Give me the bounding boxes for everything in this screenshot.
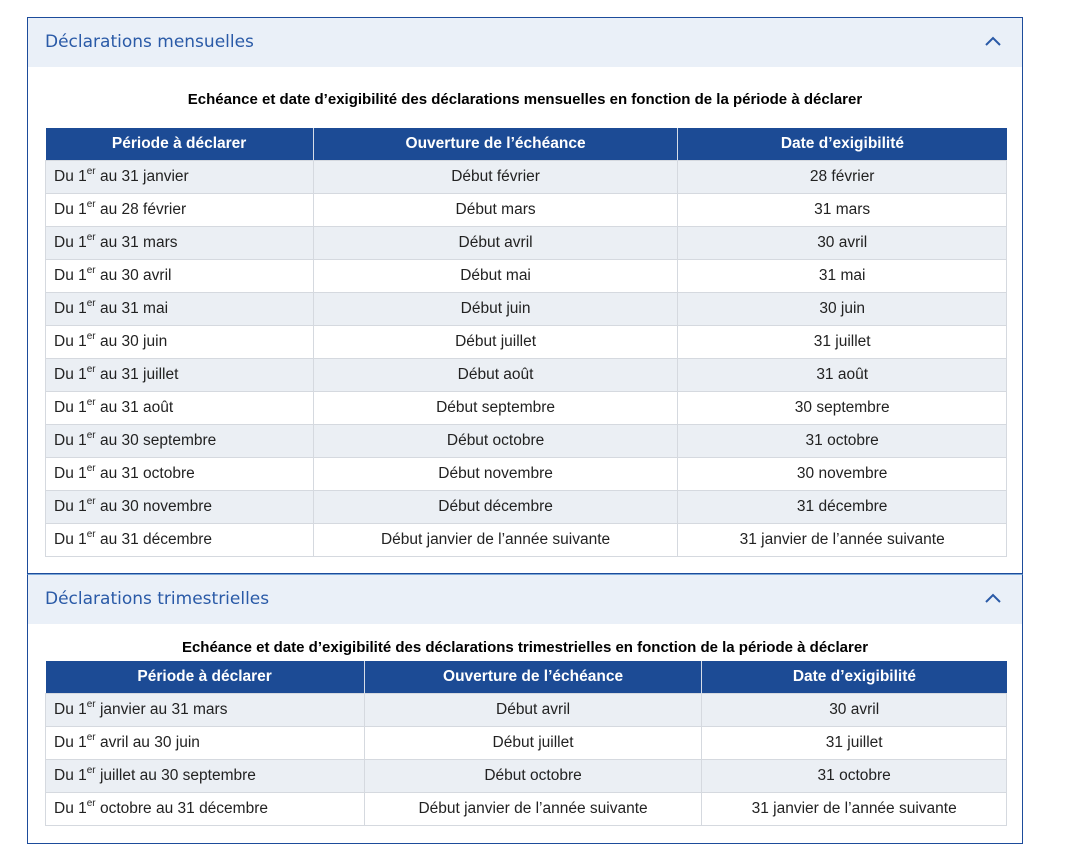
period-cell [46, 392, 314, 425]
table-row [46, 161, 1007, 194]
period-cell [46, 524, 314, 557]
period-prefix: Du 1 [54, 767, 87, 784]
period-suffix: au 31 décembre [95, 531, 212, 548]
period-cell [46, 491, 314, 524]
due-date-cell: 31 janvier de l’année suivante [702, 793, 1007, 826]
period-prefix: Du 1 [54, 432, 87, 449]
due-date-cell: 31 mai [678, 260, 1007, 293]
ordinal-suffix: er [86, 528, 96, 540]
opening-cell: Début juin [313, 293, 678, 326]
due-date-cell: 31 janvier de l’année suivante [678, 524, 1007, 557]
opening-cell: Début avril [364, 694, 702, 727]
period-suffix: janvier au 31 mars [95, 701, 228, 718]
due-date-cell: 31 octobre [702, 760, 1007, 793]
due-date-cell: 28 février [678, 161, 1007, 194]
quarterly-accordion [27, 574, 1023, 844]
ordinal-suffix: er [86, 396, 96, 408]
monthly-table [45, 128, 1007, 557]
column-header: Date d’exigibilité [702, 661, 1007, 694]
opening-cell: Début octobre [313, 425, 678, 458]
table-row [46, 793, 1007, 826]
quarterly-section-title: Déclarations trimestrielles [45, 589, 270, 609]
period-cell [46, 694, 365, 727]
period-cell [46, 161, 314, 194]
due-date-cell: 31 août [678, 359, 1007, 392]
table-row [46, 194, 1007, 227]
due-date-cell: 31 juillet [678, 326, 1007, 359]
period-prefix: Du 1 [54, 168, 87, 185]
ordinal-suffix: er [86, 698, 96, 710]
period-prefix: Du 1 [54, 701, 87, 718]
ordinal-suffix: er [86, 363, 96, 375]
period-suffix: au 28 février [95, 201, 187, 218]
period-cell [46, 425, 314, 458]
period-cell [46, 293, 314, 326]
table-row [46, 727, 1007, 760]
opening-cell: Début janvier de l’année suivante [364, 793, 702, 826]
column-header: Ouverture de l’échéance [313, 128, 678, 161]
period-cell [46, 760, 365, 793]
ordinal-suffix: er [86, 264, 96, 276]
ordinal-suffix: er [86, 764, 96, 776]
table-row [46, 425, 1007, 458]
monthly-accordion [27, 17, 1023, 574]
opening-cell: Début décembre [313, 491, 678, 524]
period-prefix: Du 1 [54, 333, 87, 350]
period-suffix: au 30 juin [95, 333, 168, 350]
period-suffix: au 31 juillet [95, 366, 179, 383]
opening-cell: Début septembre [313, 392, 678, 425]
ordinal-suffix: er [86, 731, 96, 743]
opening-cell: Début août [313, 359, 678, 392]
chevron-up-icon[interactable] [984, 591, 1002, 605]
quarterly-accordion-header[interactable] [28, 575, 1022, 624]
table-row [46, 227, 1007, 260]
due-date-cell: 31 juillet [702, 727, 1007, 760]
period-suffix: au 31 janvier [95, 168, 189, 185]
period-suffix: au 30 avril [95, 267, 172, 284]
table-row [46, 260, 1007, 293]
ordinal-suffix: er [86, 797, 96, 809]
ordinal-suffix: er [86, 297, 96, 309]
chevron-up-icon[interactable] [984, 34, 1002, 48]
due-date-cell: 30 novembre [678, 458, 1007, 491]
period-prefix: Du 1 [54, 498, 87, 515]
table-header-row [46, 661, 1007, 694]
period-prefix: Du 1 [54, 366, 87, 383]
period-cell [46, 727, 365, 760]
ordinal-suffix: er [86, 231, 96, 243]
ordinal-suffix: er [86, 165, 96, 177]
opening-cell: Début février [313, 161, 678, 194]
period-suffix: au 31 octobre [95, 465, 195, 482]
table-row [46, 326, 1007, 359]
table-row [46, 458, 1007, 491]
monthly-accordion-header[interactable] [28, 18, 1022, 67]
monthly-section-title: Déclarations mensuelles [45, 32, 254, 52]
ordinal-suffix: er [86, 495, 96, 507]
period-cell [46, 359, 314, 392]
quarterly-table [45, 661, 1007, 826]
period-cell [46, 194, 314, 227]
period-suffix: au 31 août [95, 399, 174, 416]
opening-cell: Début juillet [364, 727, 702, 760]
period-prefix: Du 1 [54, 234, 87, 251]
period-prefix: Du 1 [54, 800, 87, 817]
table-row [46, 359, 1007, 392]
period-cell [46, 260, 314, 293]
period-suffix: au 31 mai [95, 300, 169, 317]
period-cell [46, 227, 314, 260]
period-suffix: au 31 mars [95, 234, 178, 251]
table-row [46, 524, 1007, 557]
period-suffix: avril au 30 juin [95, 734, 200, 751]
period-cell [46, 458, 314, 491]
period-prefix: Du 1 [54, 201, 87, 218]
due-date-cell: 31 décembre [678, 491, 1007, 524]
table-row [46, 760, 1007, 793]
ordinal-suffix: er [86, 462, 96, 474]
table-row [46, 694, 1007, 727]
period-prefix: Du 1 [54, 531, 87, 548]
period-suffix: octobre au 31 décembre [95, 800, 268, 817]
due-date-cell: 31 octobre [678, 425, 1007, 458]
table-row [46, 491, 1007, 524]
opening-cell: Début octobre [364, 760, 702, 793]
opening-cell: Début novembre [313, 458, 678, 491]
opening-cell: Début mars [313, 194, 678, 227]
column-header: Date d’exigibilité [678, 128, 1007, 161]
quarterly-table-title: Echéance et date d’exigibilité des déclarations trimestrielles en fonction de la période à déclarer [181, 639, 869, 656]
column-header: Période à déclarer [46, 128, 314, 161]
ordinal-suffix: er [86, 330, 96, 342]
due-date-cell: 30 avril [678, 227, 1007, 260]
period-suffix: au 30 septembre [95, 432, 217, 449]
table-row [46, 293, 1007, 326]
due-date-cell: 30 avril [702, 694, 1007, 727]
period-suffix: juillet au 30 septembre [95, 767, 256, 784]
opening-cell: Début avril [313, 227, 678, 260]
column-header: Période à déclarer [46, 661, 365, 694]
table-row [46, 392, 1007, 425]
period-prefix: Du 1 [54, 399, 87, 416]
opening-cell: Début juillet [313, 326, 678, 359]
opening-cell: Début janvier de l’année suivante [313, 524, 678, 557]
due-date-cell: 31 mars [678, 194, 1007, 227]
table-header-row [46, 128, 1007, 161]
ordinal-suffix: er [86, 198, 96, 210]
column-header: Ouverture de l’échéance [364, 661, 702, 694]
period-cell [46, 793, 365, 826]
period-prefix: Du 1 [54, 734, 87, 751]
monthly-table-title: Echéance et date d’exigibilité des déclarations mensuelles en fonction de la période à déclarer [187, 91, 863, 108]
period-prefix: Du 1 [54, 465, 87, 482]
due-date-cell: 30 juin [678, 293, 1007, 326]
period-suffix: au 30 novembre [95, 498, 212, 515]
period-cell [46, 326, 314, 359]
due-date-cell: 30 septembre [678, 392, 1007, 425]
opening-cell: Début mai [313, 260, 678, 293]
period-prefix: Du 1 [54, 267, 87, 284]
period-prefix: Du 1 [54, 300, 87, 317]
ordinal-suffix: er [86, 429, 96, 441]
